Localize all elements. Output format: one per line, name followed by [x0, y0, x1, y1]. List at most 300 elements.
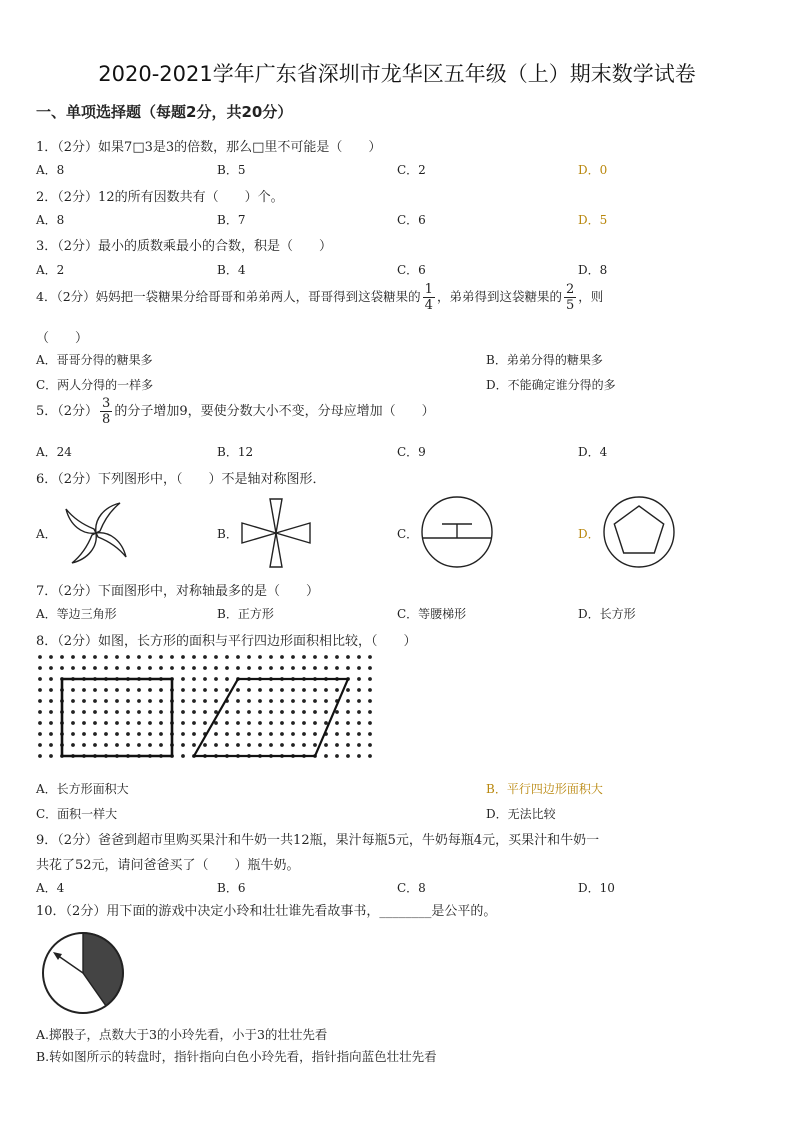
grid-dot: [126, 743, 130, 747]
grid-dot: [82, 710, 86, 714]
q1-option-c[interactable]: C．2: [397, 163, 426, 177]
grid-dot: [357, 699, 361, 703]
grid-dot: [192, 655, 196, 659]
grid-dot: [170, 655, 174, 659]
grid-dot: [38, 743, 42, 747]
grid-dot: [192, 677, 196, 681]
grid-dot: [181, 688, 185, 692]
grid-dot: [115, 732, 119, 736]
grid-dot: [258, 666, 262, 670]
grid-dot: [137, 655, 141, 659]
q5-frac-numerator: 3: [102, 396, 111, 411]
grid-dot: [82, 743, 86, 747]
grid-dot: [368, 699, 372, 703]
grid-dot: [324, 666, 328, 670]
grid-dot: [49, 677, 53, 681]
grid-dot: [247, 743, 251, 747]
grid-dot: [93, 710, 97, 714]
grid-dot: [258, 710, 262, 714]
grid-dot: [214, 699, 218, 703]
grid-dot: [60, 655, 64, 659]
grid-dot: [368, 666, 372, 670]
grid-dot: [192, 721, 196, 725]
grid-dot: [181, 732, 185, 736]
grid-dot: [214, 666, 218, 670]
q10-option-b[interactable]: B.转如图所示的转盘时，指针指向白色小玲先看，指针指向蓝色壮壮先看: [36, 1049, 437, 1064]
grid-dot: [247, 688, 251, 692]
grid-dot: [181, 743, 185, 747]
grid-dot: [335, 721, 339, 725]
grid-dot: [104, 666, 108, 670]
grid-dot: [346, 666, 350, 670]
grid-dot: [203, 743, 207, 747]
grid-dot: [82, 655, 86, 659]
grid-dot: [203, 666, 207, 670]
q5-frac-denominator: 8: [102, 412, 111, 427]
q3-option-a[interactable]: A．2: [36, 263, 65, 277]
grid-dot: [203, 688, 207, 692]
page-title: 2020-2021学年广东省深圳市龙华区五年级（上）期末数学试卷: [98, 62, 696, 86]
grid-dot: [71, 732, 75, 736]
q5-option-a[interactable]: A．24: [36, 445, 72, 459]
grid-dot: [280, 688, 284, 692]
grid-dot: [280, 721, 284, 725]
grid-dot: [181, 655, 185, 659]
grid-dot: [236, 710, 240, 714]
grid-dot: [313, 721, 317, 725]
grid-dot: [126, 655, 130, 659]
grid-dot: [181, 710, 185, 714]
q4-frac1-numerator: 1: [424, 282, 433, 297]
q4-fraction-2: [564, 282, 576, 313]
grid-dot: [291, 721, 295, 725]
grid-dot: [258, 688, 262, 692]
grid-dot: [148, 666, 152, 670]
grid-dot: [291, 666, 295, 670]
grid-dot: [71, 699, 75, 703]
grid-dot: [38, 688, 42, 692]
q8-option-b[interactable]: B．平行四边形面积大: [486, 782, 603, 796]
q9-option-a[interactable]: A．4: [36, 881, 65, 895]
grid-dot: [115, 655, 119, 659]
grid-dot: [225, 721, 229, 725]
grid-dot: [368, 710, 372, 714]
q2-option-c[interactable]: C．6: [397, 213, 426, 227]
grid-dot: [313, 710, 317, 714]
grid-dot: [291, 710, 295, 714]
q8-option-c[interactable]: C．面积一样大: [36, 807, 118, 821]
grid-dot: [137, 710, 141, 714]
grid-dot: [335, 710, 339, 714]
grid-dot: [335, 743, 339, 747]
grid-dot: [38, 710, 42, 714]
grid-dot: [346, 721, 350, 725]
grid-dot: [38, 754, 42, 758]
grid-dot: [236, 655, 240, 659]
grid-dot: [159, 666, 163, 670]
grid-dot: [82, 699, 86, 703]
grid-dot: [93, 699, 97, 703]
grid-dot: [137, 721, 141, 725]
grid-dot: [148, 688, 152, 692]
grid-dot: [368, 754, 372, 758]
grid-dot: [148, 699, 152, 703]
grid-dot: [115, 688, 119, 692]
grid-dot: [346, 655, 350, 659]
question-5: [36, 396, 435, 427]
grid-dot: [104, 721, 108, 725]
grid-dot: [313, 688, 317, 692]
grid-dot: [368, 743, 372, 747]
q1-option-a[interactable]: A．8: [36, 163, 65, 177]
grid-dot: [49, 666, 53, 670]
grid-dot: [225, 732, 229, 736]
q4-option-c[interactable]: C．两人分得的一样多: [36, 378, 154, 392]
grid-dot: [159, 721, 163, 725]
q2-option-b[interactable]: B．7: [217, 213, 246, 227]
grid-dot: [126, 699, 130, 703]
grid-dot: [38, 655, 42, 659]
grid-dot: [225, 677, 229, 681]
grid-dot: [93, 721, 97, 725]
q8-option-d[interactable]: D．无法比较: [486, 807, 556, 821]
grid-dot: [324, 743, 328, 747]
question-2: 2．（2分）12的所有因数共有（ ）个。: [36, 190, 284, 205]
q6-option-d[interactable]: D．: [578, 527, 600, 541]
grid-dot: [280, 655, 284, 659]
grid-dot: [104, 732, 108, 736]
q9-option-b[interactable]: B．6: [217, 881, 246, 895]
grid-dot: [115, 710, 119, 714]
spinner-pointer: [57, 955, 83, 973]
grid-dot: [368, 721, 372, 725]
grid-dot: [181, 699, 185, 703]
circle-t-figure: [420, 495, 494, 569]
grid-dot: [49, 732, 53, 736]
q8-option-a[interactable]: A．长方形面积大: [36, 782, 129, 796]
grid-dot: [214, 655, 218, 659]
grid-dot: [269, 688, 273, 692]
q7-option-d[interactable]: D．长方形: [578, 607, 636, 621]
grid-dot: [137, 688, 141, 692]
grid-dot: [104, 699, 108, 703]
grid-dot: [368, 688, 372, 692]
grid-dot: [236, 688, 240, 692]
grid-dot: [192, 699, 196, 703]
grid-dot: [302, 699, 306, 703]
grid-dot: [104, 688, 108, 692]
grid-dot: [49, 699, 53, 703]
grid-dot: [302, 710, 306, 714]
grid-dot: [302, 743, 306, 747]
grid-dot: [269, 732, 273, 736]
grid-dot: [49, 754, 53, 758]
grid-dot: [159, 732, 163, 736]
grid-dot: [181, 721, 185, 725]
grid-dot: [269, 666, 273, 670]
grid-dot: [346, 754, 350, 758]
grid-dot: [313, 699, 317, 703]
grid-dot: [313, 743, 317, 747]
grid-dot: [192, 666, 196, 670]
grid-dot: [60, 666, 64, 670]
q4-text-a: 4．（2分）妈妈把一袋糖果分给哥哥和弟弟两人，哥哥得到这袋糖果的: [36, 289, 421, 304]
grid-dot: [71, 655, 75, 659]
grid-dot: [247, 699, 251, 703]
grid-dot: [357, 677, 361, 681]
circle-pentagon-figure: [602, 495, 676, 569]
grid-dot: [368, 732, 372, 736]
q7-option-a[interactable]: A．等边三角形: [36, 607, 117, 621]
grid-dot: [115, 743, 119, 747]
q4-fraction-1: [423, 282, 435, 313]
grid-dot: [214, 688, 218, 692]
grid-dot: [346, 688, 350, 692]
grid-dot: [104, 743, 108, 747]
grid-dot: [192, 710, 196, 714]
grid-dot: [38, 677, 42, 681]
grid-dot: [324, 710, 328, 714]
grid-dot: [71, 666, 75, 670]
grid-dot: [115, 721, 119, 725]
section-heading: 一、单项选择题（每题2分，共20分）: [36, 103, 293, 121]
grid-dot: [357, 688, 361, 692]
grid-dot: [49, 655, 53, 659]
q7-option-c[interactable]: C．等腰梯形: [397, 607, 467, 621]
q7-option-b[interactable]: B．正方形: [217, 607, 274, 621]
question-9-line2: 共花了52元，请问爸爸买了（ ）瓶牛奶。: [36, 858, 300, 873]
grid-dot: [93, 655, 97, 659]
q4-text-b: ，弟弟得到这袋糖果的: [436, 289, 562, 304]
grid-dot: [159, 655, 163, 659]
grid-dot: [126, 666, 130, 670]
grid-dot: [258, 655, 262, 659]
q4-option-b[interactable]: B．弟弟分得的糖果多: [486, 353, 603, 367]
q5-option-b[interactable]: B．12: [217, 445, 254, 459]
grid-dot: [280, 732, 284, 736]
grid-dot: [137, 732, 141, 736]
grid-dot: [335, 732, 339, 736]
q1-option-b[interactable]: B．5: [217, 163, 246, 177]
grid-dot: [324, 699, 328, 703]
grid-dot: [159, 699, 163, 703]
grid-dot: [192, 732, 196, 736]
grid-dot: [137, 666, 141, 670]
cross-triangles-figure: [240, 497, 312, 569]
grid-dot: [258, 699, 262, 703]
q2-option-d[interactable]: D．5: [578, 213, 608, 227]
pinwheel-figure: [60, 497, 132, 569]
question-10: 10．（2分）用下面的游戏中决定小玲和壮壮谁先看故事书，________是公平的。: [36, 904, 497, 919]
grid-dot: [170, 666, 174, 670]
grid-dot: [38, 721, 42, 725]
spinner-pointer-head: [53, 952, 62, 960]
grid-dot: [269, 710, 273, 714]
question-1: 1．（2分）如果7□3是3的倍数，那么□里不可能是（ ）: [36, 140, 382, 155]
grid-dot: [93, 732, 97, 736]
grid-dot: [115, 699, 119, 703]
q9-option-c[interactable]: C．8: [397, 881, 426, 895]
grid-dot: [225, 655, 229, 659]
grid-dot: [247, 710, 251, 714]
grid-dot: [368, 655, 372, 659]
q3-option-d[interactable]: D．8: [578, 263, 608, 277]
grid-dot: [236, 666, 240, 670]
grid-dot: [335, 666, 339, 670]
grid-dot: [302, 721, 306, 725]
grid-dot: [269, 721, 273, 725]
grid-dot: [357, 666, 361, 670]
grid-dot: [258, 721, 262, 725]
q2-option-a[interactable]: A．8: [36, 213, 65, 227]
grid-dot: [214, 732, 218, 736]
grid-dot: [280, 743, 284, 747]
grid-dot: [93, 688, 97, 692]
grid-dot: [247, 666, 251, 670]
grid-dot: [313, 732, 317, 736]
grid-dot: [346, 732, 350, 736]
q10-option-a[interactable]: A.掷骰子，点数大于3的小玲先看，小于3的壮壮先看: [36, 1027, 328, 1042]
grid-dot: [291, 699, 295, 703]
grid-dot: [181, 754, 185, 758]
grid-dot: [137, 743, 141, 747]
grid-dot: [324, 721, 328, 725]
q4-option-d[interactable]: D．不能确定谁分得的多: [486, 378, 616, 392]
grid-dot: [159, 710, 163, 714]
grid-dot: [247, 721, 251, 725]
question-6: 6．（2分）下列图形中，（ ）不是轴对称图形．: [36, 472, 326, 487]
grid-dot: [126, 732, 130, 736]
q5-option-d[interactable]: D．4: [578, 445, 608, 459]
grid-dot: [225, 743, 229, 747]
q5-option-c[interactable]: C．9: [397, 445, 426, 459]
grid-dot: [346, 710, 350, 714]
grid-dot: [346, 743, 350, 747]
question-9-line1: 9．（2分）爸爸到超市里购买果汁和牛奶一共12瓶，果汁每瓶5元，牛奶每瓶4元，买果汁和牛奶一: [36, 833, 600, 848]
grid-dot: [324, 655, 328, 659]
grid-dot: [82, 721, 86, 725]
grid-dot: [71, 743, 75, 747]
grid-dot: [214, 677, 218, 681]
grid-dot: [280, 699, 284, 703]
grid-dot: [357, 743, 361, 747]
q5-text-b: 的分子增加9，要使分数大小不变，分母应增加（ ）: [114, 404, 435, 419]
grid-dot: [236, 743, 240, 747]
spinner-figure: [40, 930, 126, 1016]
grid-dot: [324, 688, 328, 692]
grid-dot: [126, 721, 130, 725]
grid-dot: [49, 743, 53, 747]
grid-dot: [49, 710, 53, 714]
grid-dot: [203, 710, 207, 714]
q4-text-c: ，则: [578, 289, 604, 304]
grid-dot: [258, 732, 262, 736]
grid-dot: [346, 699, 350, 703]
grid-dot: [236, 721, 240, 725]
question-3: 3．（2分）最小的质数乘最小的合数，积是（ ）: [36, 239, 333, 254]
question-7: 7．（2分）下面图形中，对称轴最多的是（ ）: [36, 584, 320, 599]
grid-dot: [225, 688, 229, 692]
grid-dot: [214, 743, 218, 747]
grid-dot: [82, 732, 86, 736]
grid-dot: [269, 743, 273, 747]
grid-dot: [225, 710, 229, 714]
grid-dot: [247, 732, 251, 736]
grid-dot: [302, 732, 306, 736]
q4-frac2-numerator: 2: [565, 282, 575, 297]
grid-dot: [71, 721, 75, 725]
grid-dot: [280, 710, 284, 714]
grid-dot: [203, 677, 207, 681]
grid-dot: [148, 710, 152, 714]
grid-dot: [258, 743, 262, 747]
question-4: [36, 282, 603, 313]
grid-dot: [93, 743, 97, 747]
grid-dot: [368, 677, 372, 681]
grid-dot: [148, 721, 152, 725]
grid-dot: [335, 688, 339, 692]
grid-dot: [269, 655, 273, 659]
grid-dot: [93, 666, 97, 670]
grid-dot: [82, 688, 86, 692]
grid-dot: [148, 655, 152, 659]
grid-dot: [291, 655, 295, 659]
grid-dot: [236, 699, 240, 703]
grid-dot: [38, 699, 42, 703]
grid-dot: [203, 699, 207, 703]
grid-dot: [357, 721, 361, 725]
grid-dot: [357, 710, 361, 714]
grid-dot: [126, 688, 130, 692]
q3-option-c[interactable]: C．6: [397, 263, 426, 277]
grid-dot: [104, 710, 108, 714]
grid-dot: [203, 655, 207, 659]
q5-fraction: [100, 396, 112, 427]
q1-option-d[interactable]: D．0: [578, 163, 608, 177]
q6-option-b[interactable]: B．: [217, 527, 238, 541]
grid-dot: [115, 666, 119, 670]
q4-option-a[interactable]: A．哥哥分得的糖果多: [36, 353, 153, 367]
grid-dot: [137, 699, 141, 703]
q3-option-b[interactable]: B．4: [217, 263, 246, 277]
grid-dot: [38, 666, 42, 670]
q6-option-a[interactable]: A．: [36, 527, 57, 541]
grid-dot: [126, 710, 130, 714]
grid-dot: [192, 688, 196, 692]
grid-dot: [159, 743, 163, 747]
grid-dot: [49, 688, 53, 692]
grid-dot: [335, 655, 339, 659]
q5-text-a: 5．（2分）: [36, 404, 99, 419]
grid-dot: [203, 721, 207, 725]
grid-dot: [324, 754, 328, 758]
grid-dot: [104, 655, 108, 659]
grid-dot: [335, 754, 339, 758]
dot-grid-figure: [36, 653, 376, 763]
grid-dot: [357, 732, 361, 736]
q6-option-c[interactable]: C．: [397, 527, 419, 541]
grid-dot: [181, 677, 185, 681]
grid-dot: [192, 743, 196, 747]
grid-dot: [291, 732, 295, 736]
grid-dot: [247, 655, 251, 659]
q9-option-d[interactable]: D．10: [578, 881, 615, 895]
grid-dot: [71, 688, 75, 692]
grid-dot: [148, 743, 152, 747]
q4-frac2-denominator: 5: [565, 298, 575, 313]
grid-dot: [269, 699, 273, 703]
grid-dot: [302, 666, 306, 670]
